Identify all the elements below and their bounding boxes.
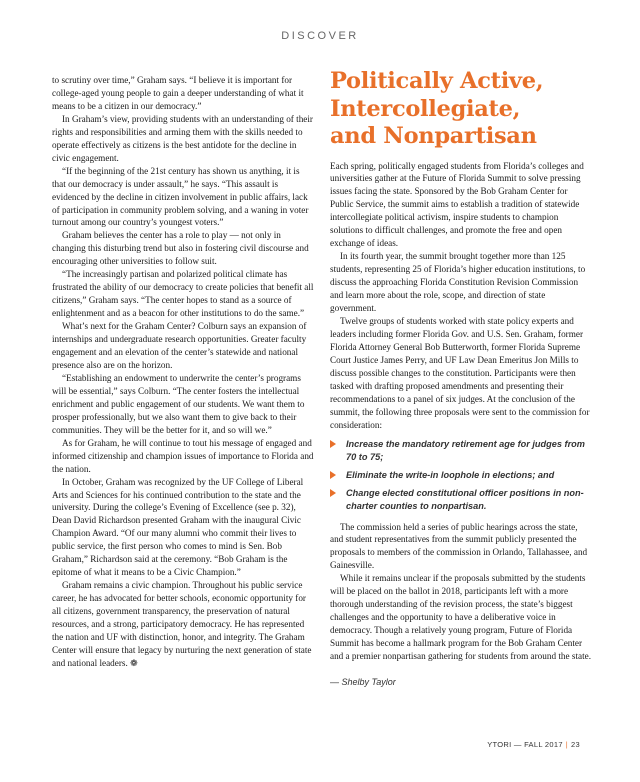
right-column bbox=[330, 68, 592, 687]
left-paragraph: “The increasingly partisan and polarized political climate has frustrated the ability of our democracy to create policies that benefit all citizens,” Graham says. “The center hopes to stand as a source of enlightenment and as a beacon for other institutions to do the same.” bbox=[52, 269, 314, 319]
headline-line: and Nonpartisan bbox=[330, 123, 537, 149]
right-paragraph: Twelve groups of students worked with state policy experts and leaders including former Florida Gov. and U.S. Sen. Graham, former Florida Attorney General Bob Butterworth, former Florida Supreme Court Justice James Perry, and UF Law Dean Emeritus Jon Mills to discuss possible changes to the constitution. Participants were then tasked with drafting proposed amendments and presenting their recommendations to a panel of six judges. At the conclusion of the summit, the following three proposals were sent to the commission for consideration: bbox=[330, 315, 590, 430]
proposal-list bbox=[330, 438, 592, 513]
proposal-text: Increase the mandatory retirement age for judges from 70 to 75; bbox=[346, 438, 585, 462]
triangle-bullet-icon bbox=[330, 489, 336, 497]
footer-separator: | bbox=[565, 740, 569, 749]
right-paragraph: While it remains unclear if the proposals submitted by the students will be placed on the ballot in 2018, participants left with a more thorough understanding of the revision process, the state’s biggest challenges and the opportunity to have a deliberative voice in democracy. Though a relatively young program, Future of Florida Summit has become a hallmark program for the Bob Graham Center and a premier nonpartisan gathering for students from around the state. bbox=[330, 573, 591, 662]
left-paragraph: “Establishing an endowment to underwrite the center’s programs will be essential,” says Colburn. “The center fosters the intellectual enrichment and public engagement of our students. We want them to prosper professionally, but we also want them to give back to their communities. They will be the better for it, and so will we.” bbox=[52, 372, 305, 435]
triangle-bullet-icon bbox=[330, 440, 336, 448]
right-paragraph: In its fourth year, the summit brought together more than 125 students, representing 25 of Florida’s higher education institutions, to discuss the approaching Florida Constitution Revision Commission and learn more about the role, scope, and direction of state government. bbox=[330, 251, 586, 313]
triangle-bullet-icon bbox=[330, 471, 336, 479]
proposal-item bbox=[330, 469, 592, 482]
article-headline bbox=[330, 68, 592, 151]
left-paragraph: As for Graham, he will continue to tout his message of engaged and informed citizenship and champion issues of importance to Florida and the nation. bbox=[52, 437, 314, 474]
headline-line: Intercollegiate, bbox=[330, 95, 521, 122]
left-paragraph: What’s next for the Graham Center? Colburn says an expansion of internships and undergraduate research opportunities. Greater faculty engagement and an elevation of the center’s statewide and national presence also are on the horizon. bbox=[52, 321, 307, 370]
left-paragraph-text: Graham remains a civic champion. Throughout his public service career, he has advocated for better schools, economic opportunity for all citizens, government transparency, the preservation of natural resources, and a strong, participatory democracy. He has represented the nation and UF with distinction, honor, and integrity. The Graham Center will ensure that legacy by nurturing the next generation of state and national leaders. bbox=[52, 580, 312, 668]
proposal-item bbox=[330, 487, 592, 513]
left-paragraph: In Graham’s view, providing students with an understanding of their rights and responsibilities and arming them with the skills needed to operate effectively as citizens is the best antidote for the decline in civic engagement. bbox=[52, 113, 313, 163]
right-paragraph: Each spring, politically engaged students from Florida’s colleges and universities gather at the Future of Florida Summit to solve pressing issues facing the state. Sponsored by the Bob Graham Center for Public Service, the summit aims to establish a tradition of statewide intercollegiate political activism, inspire students to champion solutions to difficult challenges, and promote the free and open exchange of ideas. bbox=[330, 160, 584, 249]
proposal-text: Eliminate the write-in loophole in elections; and bbox=[346, 469, 555, 480]
proposal-item bbox=[330, 438, 592, 464]
left-paragraph: In October, Graham was recognized by the UF College of Liberal Arts and Sciences for his continued contribution to the state and the university. During the college’s Evening of Excellence (see p. 32), Dean David Richardson presented Graham with the inaugural Civic Champion Award. “Of our many alumni who commit their lives to public service, the first person who comes to mind is Sen. Bob Graham,” Richardson said at the ceremony. “Bob Graham is the epitome of what it means to be a Civic Champion.” bbox=[52, 476, 304, 578]
left-paragraph-last bbox=[52, 579, 314, 670]
left-paragraph: “If the beginning of the 21st century has shown us anything, it is that our democracy is under assault,” he says. “This assault is evidenced by the decline in citizen involvement in public affairs, lack of participation in community problem solving, and a waning in voter turnout among our country’s youngest voters.” bbox=[52, 165, 309, 228]
right-paragraph: The commission held a series of public hearings across the state, and student representatives from the summit publicly presented the proposals to members of the commission in Orlando, Tallahassee, and Gainesville. bbox=[330, 521, 588, 571]
publication-name: YTORI — FALL 2017 bbox=[487, 740, 563, 749]
left-paragraph: to scrutiny over time,” Graham says. “I believe it is important for college-aged young people to gain a deeper understanding of what it means to be a citizen in our democracy.” bbox=[52, 75, 304, 111]
headline-line: Politically Active, bbox=[330, 68, 544, 94]
left-column bbox=[52, 74, 314, 670]
page-number: 23 bbox=[571, 740, 580, 749]
left-paragraph: Graham believes the center has a role to play — not only in changing this disturbing trend but also in fostering civil discourse and encouraging other universities to follow suit. bbox=[52, 230, 309, 267]
end-mark-icon: ❁ bbox=[130, 657, 138, 668]
proposal-text: Change elected constitutional officer positions in non-charter counties to nonpartisan. bbox=[346, 487, 584, 511]
section-label: DISCOVER bbox=[281, 30, 359, 42]
page-footer bbox=[487, 740, 580, 749]
author-byline: — Shelby Taylor bbox=[330, 677, 396, 687]
